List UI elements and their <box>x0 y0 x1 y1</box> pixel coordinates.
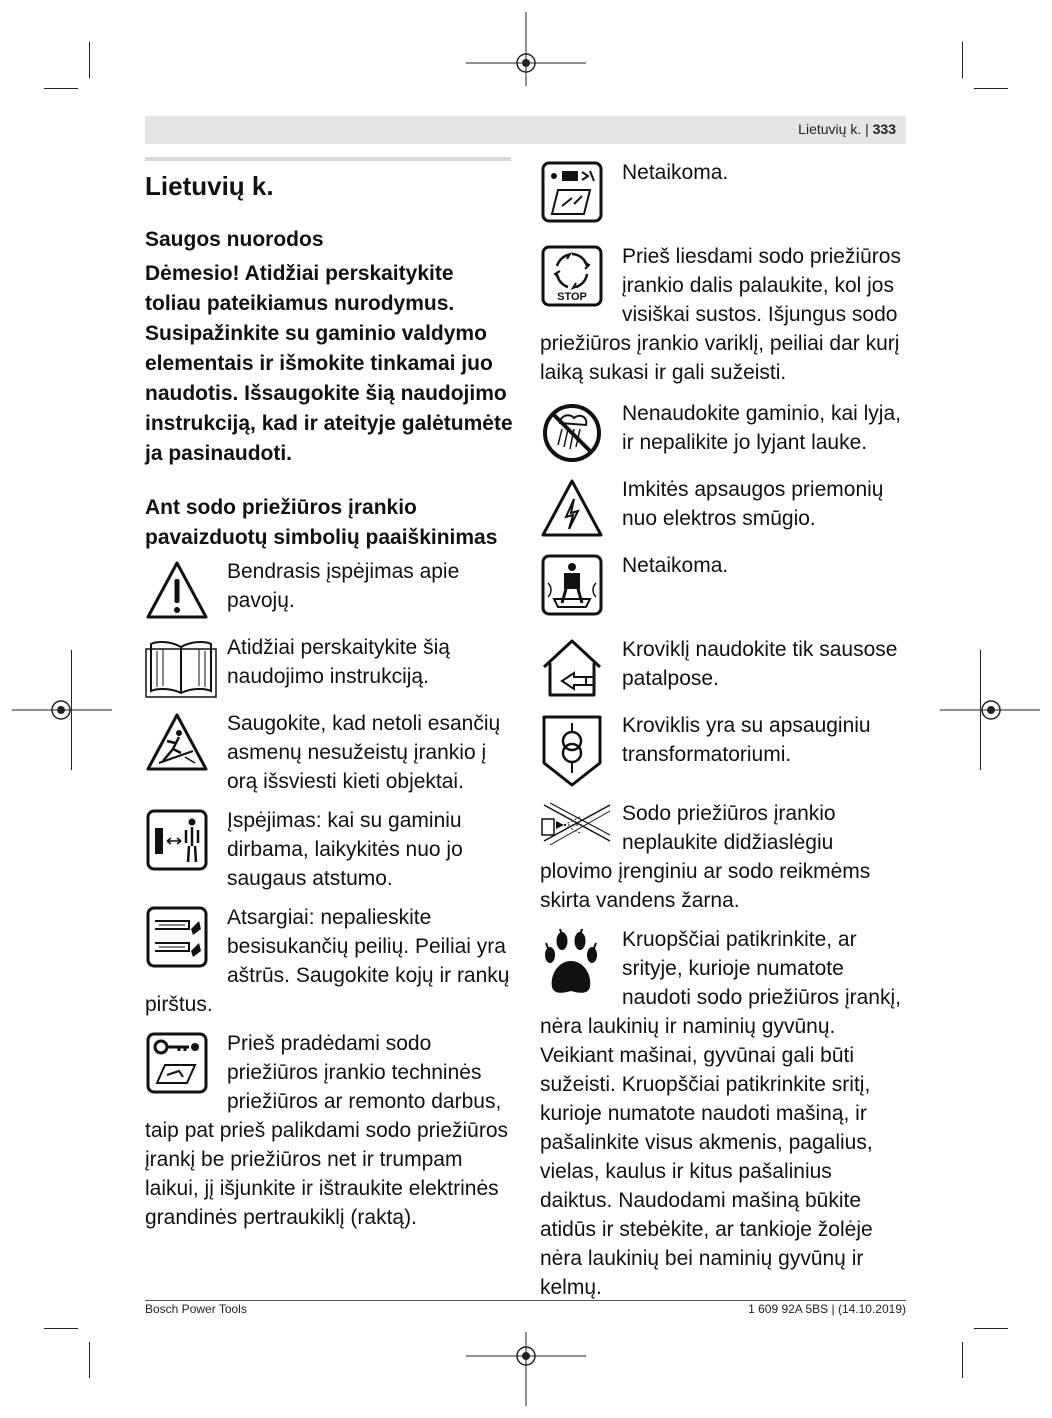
symbols-heading: Ant sodo priežiūros įrankio pavaizduotų simbolių paaiškinimas <box>145 496 498 549</box>
symbol-text: Prieš pradėdami sodo priežiūros įrankio techninės priežiūros ar remonto darbus, taip pat prieš palikdami sodo priežiūros įrankį be priežiūros net ir trumpam laikui, jį išjunkite ir ištraukite elektrinės grandinės pertraukiklį (raktą). <box>145 1032 509 1229</box>
symbol-item <box>540 925 906 1302</box>
symbol-text: Atsargiai: nepalieskite besisukančių peilių. Peiliai yra aštrūs. Saugokite kojų ir rankų pirštus. <box>145 906 510 1016</box>
footer-doc-id: 1 609 92A 5BS | (14.10.2019) <box>748 1302 906 1316</box>
symbol-text: Kruopščiai patikrinkite, ar srityje, kurioje numatote naudoti sodo priežiūros įrankį, nėra laukinių ir naminių gyvūnų. Veikiant mašinai, gyvūnai gali būti sužeisti. Kruopščiai patikrinkite sritį, kurioje numatote naudoti mašiną, ir pašalinkite visus akmenis, pagalius, vielas, kaulus ir kitus pašalinius daiktus. Naudodami mašiną būkite atidūs ir stebėkite, ar tankioje žolėje nėra laukinių bei naminių gyvūnų ir kelmų. <box>540 928 901 1299</box>
section-rule <box>145 157 511 161</box>
footer-rule <box>145 1300 906 1301</box>
symbol-text: Bendrasis įspėjimas apie pavojų. <box>227 560 460 612</box>
page-header <box>145 116 906 144</box>
symbol-item <box>145 633 513 699</box>
symbol-item <box>540 158 906 224</box>
symbol-item <box>145 806 513 893</box>
symbol-text: Netaikoma. <box>622 161 729 184</box>
symbol-text: Netaikoma. <box>622 554 729 577</box>
no-pressure-washer-icon <box>540 801 614 847</box>
symbol-text: Saugokite, kad netoli esančių asmenų nesužeistų įrankio į orą išsviesti kieti objektai. <box>227 712 501 793</box>
stop-rotation-icon <box>540 244 604 308</box>
page-title: Lietuvių k. <box>145 171 274 201</box>
left-column <box>145 165 513 1242</box>
indoor-charger-icon <box>540 637 604 701</box>
registration-mark-icon <box>466 1330 586 1410</box>
symbol-text: Prieš liesdami sodo priežiūros įrankio dalis palaukite, kol jos visiškai sustos. Išjungus sodo priežiūros įrankio variklį, peiliai dar kurį laiką sukasi ir gali sužeisti. <box>540 245 901 384</box>
page-number: 333 <box>872 121 896 137</box>
no-rain-icon <box>540 401 604 465</box>
symbol-item <box>540 711 906 789</box>
symbol-text: Kroviklį naudokite tik sausose patalpose. <box>622 638 898 690</box>
symbol-text: Sodo priežiūros įrankio neplaukite didžiaslėgiu plovimo įrenginiu ar sodo reikmėms skirta vandens žarna. <box>540 802 871 912</box>
read-manual-icon <box>145 635 217 699</box>
symbol-item <box>145 557 513 623</box>
header-lang: Lietuvių k. <box>798 121 862 137</box>
warning-triangle-icon <box>145 559 209 623</box>
symbol-item <box>540 799 906 915</box>
registration-mark-icon <box>12 680 112 740</box>
symbol-text: Nenaudokite gaminio, kai lyja, ir nepalikite jo lyjant lauke. <box>622 402 901 454</box>
operator-icon <box>540 553 604 617</box>
symbol-item <box>145 709 513 796</box>
registration-mark-icon <box>466 10 586 90</box>
remove-key-icon <box>145 1031 209 1095</box>
safe-distance-icon <box>145 808 209 872</box>
registration-mark-icon <box>940 680 1040 740</box>
symbol-item <box>540 475 906 541</box>
symbol-text: Imkitės apsaugos priemonių nuo elektros smūgio. <box>622 478 884 530</box>
symbol-item <box>145 903 513 1019</box>
transformer-icon <box>540 713 604 789</box>
paw-icon <box>540 927 604 1003</box>
symbol-text: Kroviklis yra su apsauginiu transformatoriumi. <box>622 714 871 766</box>
footer-brand: Bosch Power Tools <box>145 1302 247 1316</box>
symbol-text: Atidžiai perskaitykite šią naudojimo instrukciją. <box>227 636 450 688</box>
symbol-item <box>540 242 906 387</box>
sharp-blades-icon <box>145 905 209 969</box>
symbol-item <box>145 1029 513 1232</box>
header-text: Lietuvių k. | 333 <box>798 121 896 137</box>
symbol-item <box>540 635 906 701</box>
flying-objects-icon <box>145 711 209 775</box>
safety-heading: Saugos nuorodos <box>145 228 324 251</box>
warning-paragraph: Dėmesio! Atidžiai perskaitykite toliau pateikiamus nurodymus. Susipažinkite su gaminio valdymo elementais ir išmokite tinkamai juo naudotis. Išsaugokite šią naudojimo instrukciją, kad ir ateityje galėtumėte ja pasinaudoti. <box>145 262 513 465</box>
symbol-item <box>540 399 906 465</box>
stop-label: STOP <box>557 291 587 303</box>
symbol-text: Įspėjimas: kai su gaminiu dirbama, laikykitės nuo jo saugaus atstumo. <box>227 809 463 890</box>
electric-shock-icon <box>540 477 604 541</box>
symbol-item <box>540 551 906 617</box>
manual-service-icon <box>540 160 604 224</box>
right-column <box>540 158 906 1312</box>
